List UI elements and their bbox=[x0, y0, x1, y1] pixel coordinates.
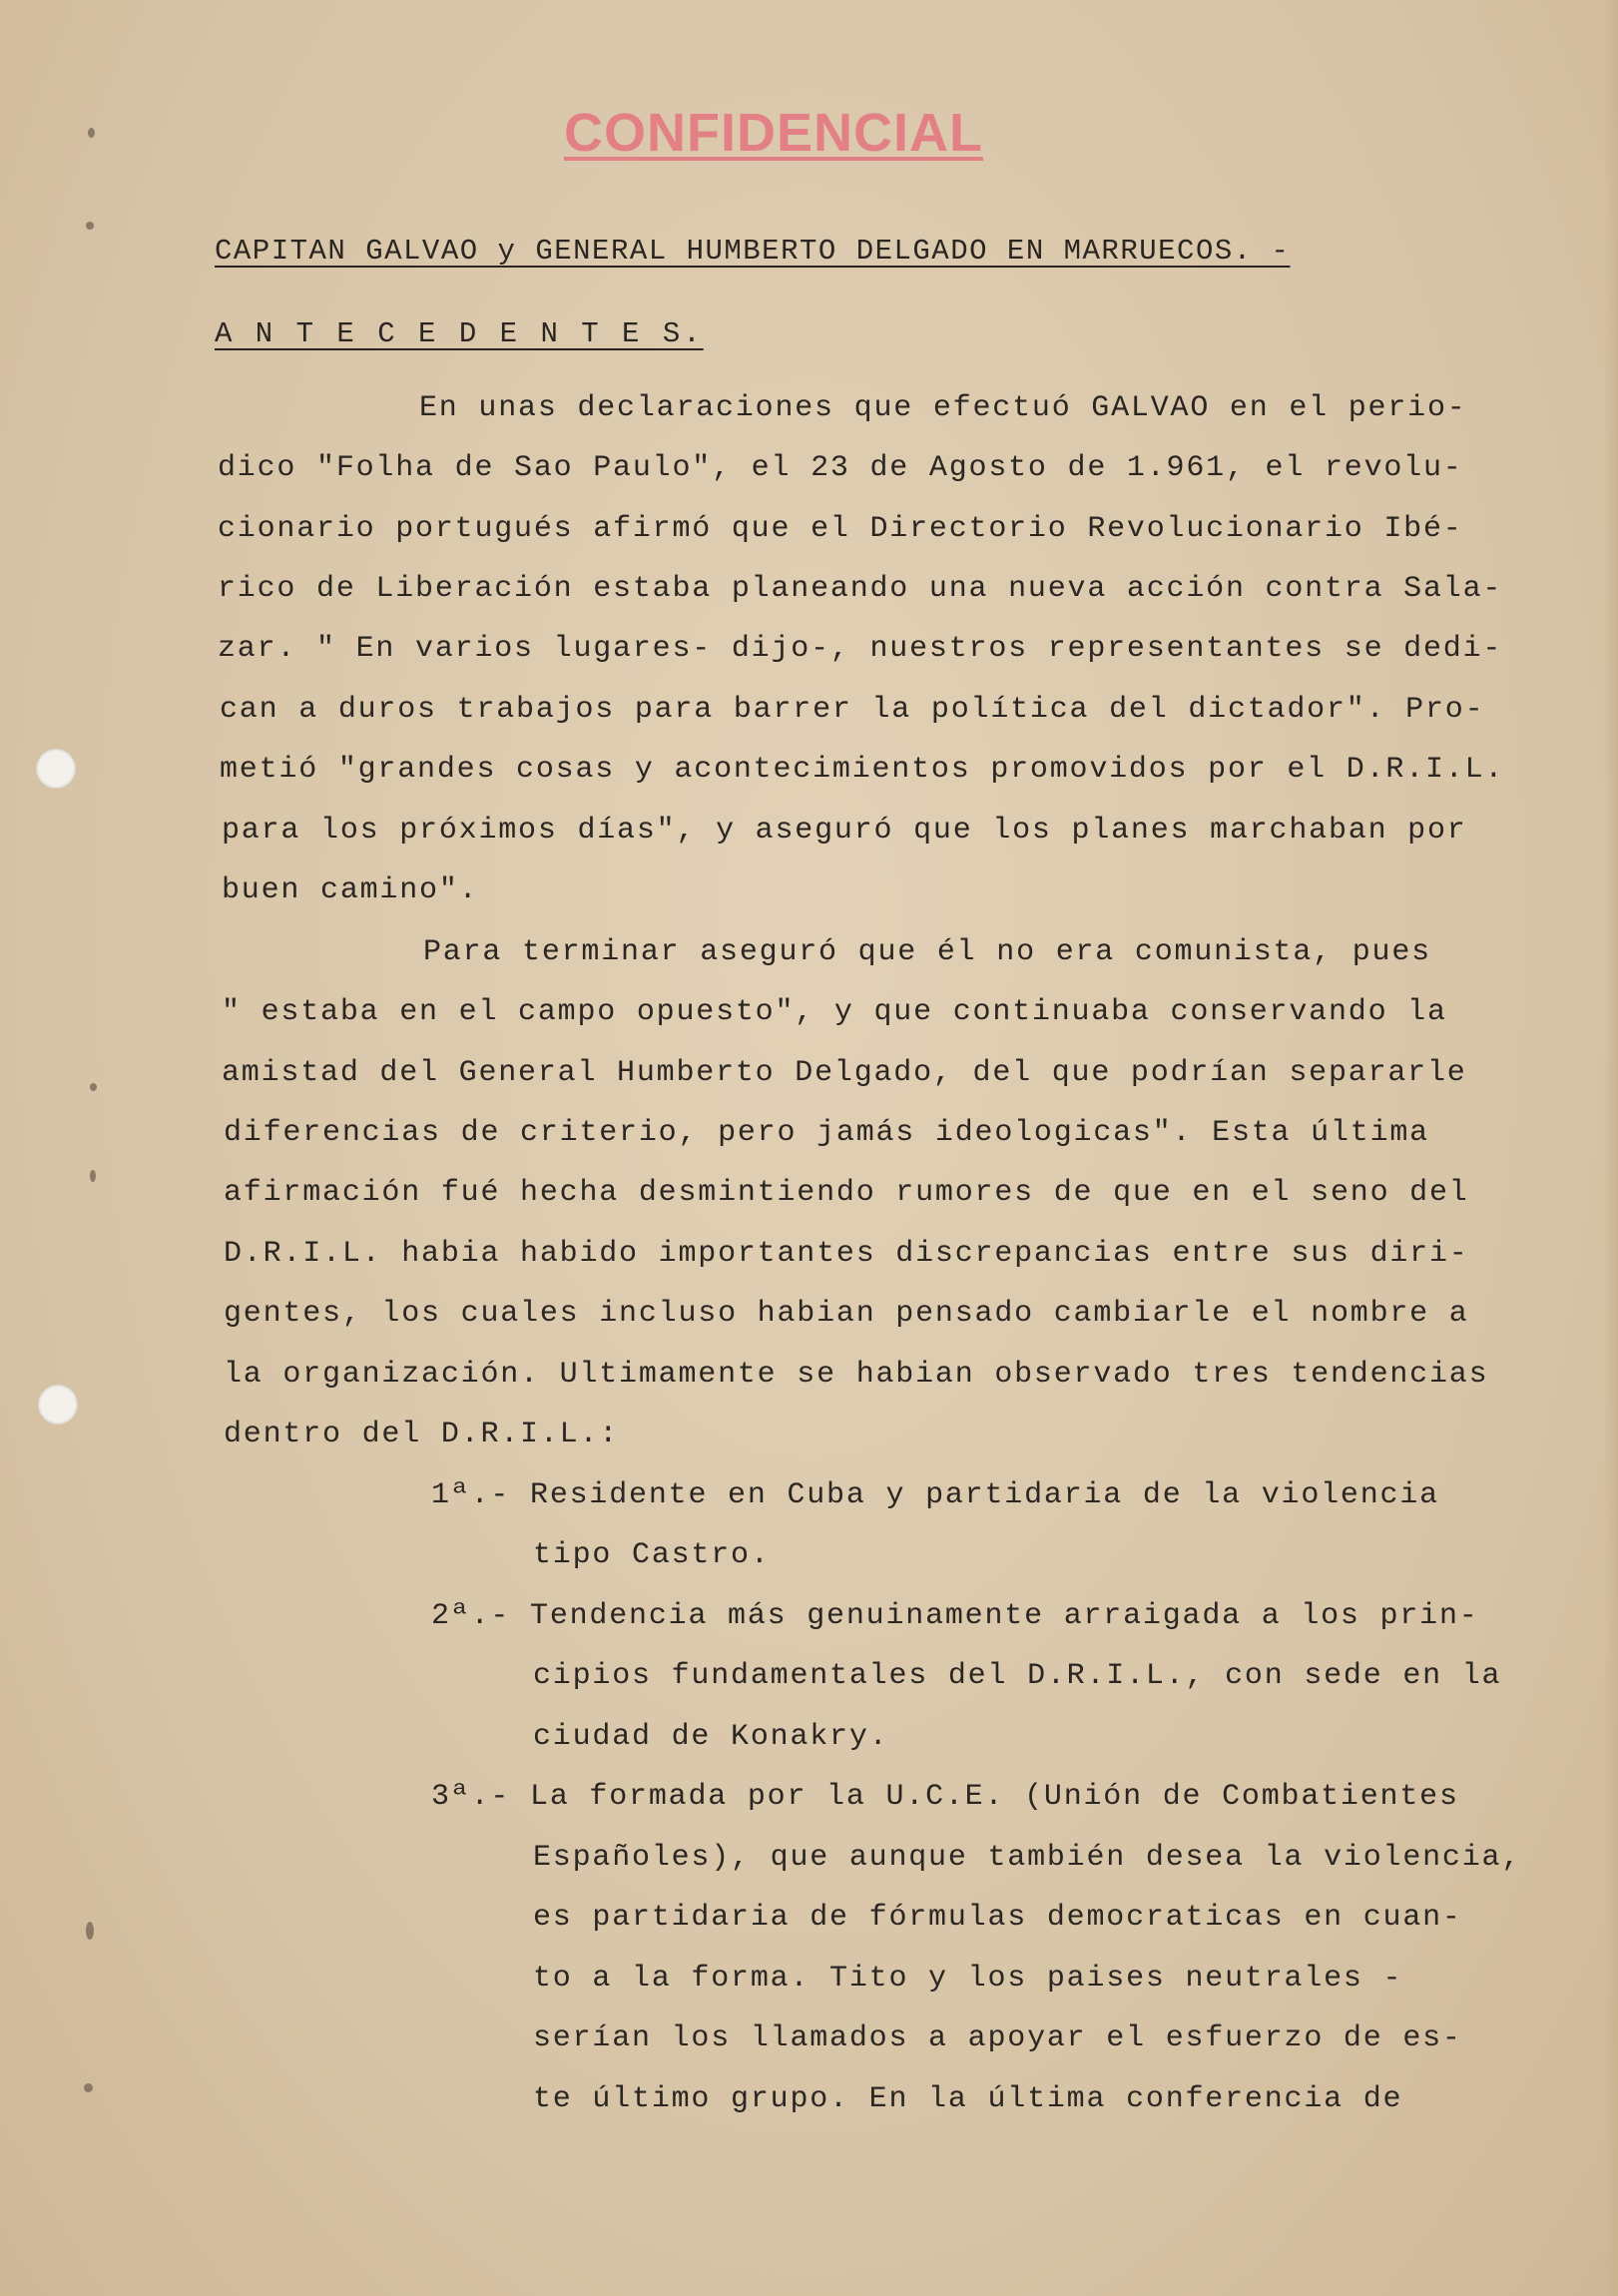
list-item-continuation: ciudad de Konakry. bbox=[533, 1720, 889, 1754]
stain-spot bbox=[88, 128, 95, 138]
list-item-continuation: serían los llamados a apoyar el esfuerzo de es- bbox=[533, 2021, 1462, 2055]
section-heading: A N T E C E D E N T E S. bbox=[215, 317, 704, 350]
body-line: diferencias de criterio, pero jamás ideologicas". Esta última bbox=[224, 1116, 1429, 1150]
body-line: D.R.I.L. habia habido importantes discrepancias entre sus diri- bbox=[224, 1237, 1469, 1271]
body-line: Para terminar aseguró que él no era comunista, pues bbox=[423, 935, 1431, 969]
list-item-continuation: to a la forma. Tito y los paises neutrales - bbox=[533, 1962, 1403, 1996]
body-line: can a duros trabajos para barrer la política del dictador". Pro- bbox=[220, 693, 1485, 727]
body-line: la organización. Ultimamente se habian observado tres tendencias bbox=[224, 1358, 1489, 1392]
list-item: 2ª.- Tendencia más genuinamente arraigada a los prin- bbox=[431, 1599, 1479, 1633]
stain-spot bbox=[86, 222, 94, 230]
body-line: para los próximos días", y aseguró que los planes marchaban por bbox=[222, 814, 1467, 848]
body-line: gentes, los cuales incluso habian pensado cambiarle el nombre a bbox=[224, 1297, 1469, 1331]
list-item: 1ª.- Residente en Cuba y partidaria de la violencia bbox=[431, 1478, 1439, 1512]
body-line: afirmación fué hecha desmintiendo rumores de que en el seno del bbox=[224, 1176, 1469, 1210]
document-title: CAPITAN GALVAO y GENERAL HUMBERTO DELGADO EN MARRUECOS. - bbox=[215, 235, 1291, 268]
body-line: En unas declaraciones que efectuó GALVAO en el perio- bbox=[419, 391, 1467, 425]
body-line: dentro del D.R.I.L.: bbox=[224, 1418, 620, 1451]
body-line: metió "grandes cosas y acontecimientos promovidos por el D.R.I.L. bbox=[220, 753, 1505, 787]
stain-spot bbox=[84, 2083, 93, 2092]
body-line: " estaba en el campo opuesto", y que continuaba conservando la bbox=[222, 995, 1447, 1029]
body-line: amistad del General Humberto Delgado, del que podrían separarle bbox=[222, 1056, 1467, 1090]
list-item-continuation: es partidaria de fórmulas democraticas en cuan- bbox=[533, 1901, 1462, 1935]
list-item-continuation: Españoles), que aunque también desea la violencia, bbox=[533, 1841, 1522, 1875]
list-item: 3ª.- La formada por la U.C.E. (Unión de Combatientes bbox=[431, 1780, 1459, 1814]
confidential-stamp: CONFIDENCIAL bbox=[564, 103, 983, 163]
punch-hole-bottom bbox=[38, 1385, 78, 1425]
list-item-continuation: cipios fundamentales del D.R.I.L., con sede en la bbox=[533, 1659, 1502, 1693]
body-line: zar. " En varios lugares- dijo-, nuestros representantes se dedi- bbox=[218, 632, 1503, 666]
stain-spot bbox=[90, 1170, 96, 1182]
list-item-continuation: tipo Castro. bbox=[533, 1538, 771, 1572]
body-line: buen camino". bbox=[222, 873, 479, 907]
body-line: dico "Folha de Sao Paulo", el 23 de Agosto de 1.961, el revolu- bbox=[218, 451, 1463, 485]
body-line: cionario portugués afirmó que el Directorio Revolucionario Ibé- bbox=[218, 512, 1463, 546]
stain-spot bbox=[90, 1083, 97, 1091]
list-item-continuation: te último grupo. En la última conferencia de bbox=[533, 2082, 1403, 2116]
page-edge-shadow bbox=[1604, 0, 1618, 2296]
stain-spot bbox=[86, 1922, 94, 1940]
punch-hole-top bbox=[36, 749, 76, 789]
body-line: rico de Liberación estaba planeando una nueva acción contra Sala- bbox=[218, 572, 1503, 606]
